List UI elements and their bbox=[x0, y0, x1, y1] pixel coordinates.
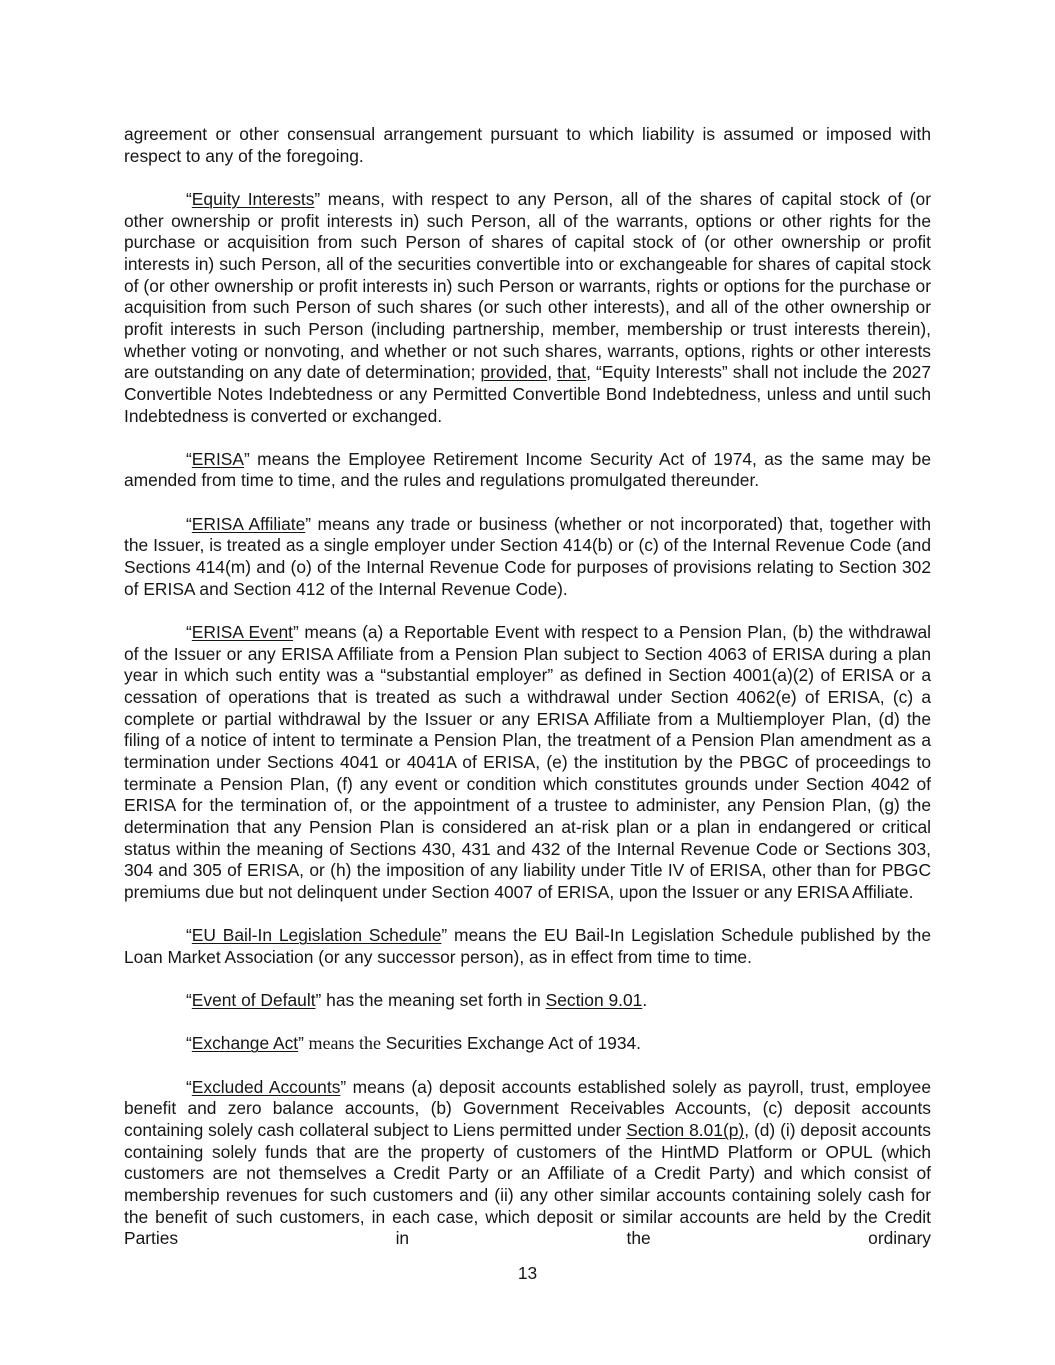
definition-event-of-default bbox=[124, 990, 931, 1012]
document-body bbox=[124, 124, 931, 1250]
defined-term: ERISA bbox=[191, 448, 244, 469]
page-number: 13 bbox=[517, 1263, 538, 1283]
defined-term: ERISA Affiliate bbox=[191, 513, 306, 534]
definition-text: ” has the meaning set forth in bbox=[315, 990, 546, 1011]
definition-eu-bail-in-legislation-schedule bbox=[124, 925, 931, 968]
close-quote: ” bbox=[298, 1033, 304, 1054]
open-quote: “ bbox=[186, 925, 192, 946]
definition-text: Securities Exchange Act of 1934. bbox=[380, 1033, 641, 1054]
definition-text: ” means the EU Bail-In Legislation Schedule published by the Loan Market Association (or any successor person), as in effect from time to time. bbox=[124, 925, 931, 967]
definition-text: ” means (a) deposit accounts established solely as payroll, trust, employee benefit and zero balance accounts, (b) Government Receivables Accounts, (c) deposit accounts containing solely cash collateral subject to Liens permitted under bbox=[124, 1076, 931, 1141]
definition-text: , (d) (i) deposit accounts containing solely funds that are the property of customers of the HintMD Platform or OPUL (which customers are not themselves a Credit Party or an Affiliate of a Credit Party) and which consist of membership revenues for such customers and (ii) any other similar accounts containing solely cash for the benefit of such customers, in each case, which deposit or similar accounts are held by the Credit Parties in the ordinary bbox=[124, 1120, 931, 1249]
definition-erisa-event bbox=[124, 622, 931, 904]
definition-text: , “Equity Interests” shall not include the 2027 Convertible Notes Indebtedness or any Permitted Convertible Bond Indebtedness, unless and until such Indebtedness is converted or exchanged. bbox=[124, 362, 931, 426]
proviso-separator: , bbox=[547, 362, 558, 383]
defined-term: Exchange Act bbox=[191, 1033, 299, 1054]
defined-term: Event of Default bbox=[191, 990, 316, 1011]
open-quote: “ bbox=[186, 622, 192, 643]
defined-term: ERISA Event bbox=[191, 622, 294, 643]
proviso-term: provided bbox=[480, 362, 548, 383]
section-reference: Section 8.01(p) bbox=[626, 1120, 745, 1141]
definition-equity-interests bbox=[124, 189, 931, 427]
section-reference: Section 9.01 bbox=[545, 990, 643, 1011]
open-quote: “ bbox=[186, 1076, 192, 1097]
definition-exchange-act bbox=[124, 1033, 931, 1055]
definition-text: ” means the Employee Retirement Income Security Act of 1974, as the same may be amended from time to time, and the rules and regulations promulgated thereunder. bbox=[124, 448, 931, 491]
defined-term: EU Bail-In Legislation Schedule bbox=[191, 925, 442, 946]
definition-text-serif: means the bbox=[303, 1033, 381, 1054]
open-quote: “ bbox=[186, 990, 192, 1011]
open-quote: “ bbox=[186, 188, 192, 209]
continuation-paragraph bbox=[124, 124, 931, 167]
continuation-text: agreement or other consensual arrangement pursuant to which liability is assumed or imposed with respect to any of the foregoing. bbox=[124, 124, 931, 166]
definition-excluded-accounts bbox=[124, 1077, 931, 1250]
open-quote: “ bbox=[186, 448, 192, 469]
definition-text: ” means any trade or business (whether or not incorporated) that, together with the Issuer, is treated as a single employer under Section 414(b) or (c) of the Internal Revenue Code (and Sections 414(m) and (o) of the Internal Revenue Code for purposes of provisions relating to Section 302 of ERISA and Section 412 of the Internal Revenue Code). bbox=[124, 513, 931, 599]
open-quote: “ bbox=[186, 1033, 192, 1054]
definition-text: ” means, with respect to any Person, all of the shares of capital stock of (or other ownership or profit interests in) such Person, all of the warrants, options or other rights for the purchase or acquisition from such Person of shares of capital stock of (or other ownership or profit interests in) such Person, all of the securities convertible into or exchangeable for shares of capital stock of (or other ownership or profit interests in) such Person or warrants, rights or options for the purchase or acquisition from such Person of such shares (or such other interests), and all of the other ownership or profit interests in such Person (including partnership, member, membership or trust interests therein), whether voting or nonvoting, and whether or not such shares, warrants, options, rights or other interests are outstanding on any date of determination; bbox=[124, 188, 931, 383]
proviso-term: that bbox=[557, 362, 587, 383]
definition-erisa bbox=[124, 449, 931, 492]
definition-text: ” means (a) a Reportable Event with respect to a Pension Plan, (b) the withdrawal of the Issuer or any ERISA Affiliate from a Pension Plan subject to Section 4063 of ERISA during a plan year in which such entity was a “substantial employer” as defined in Section 4001(a)(2) of ERISA or a cessation of operations that is treated as such a withdrawal under Section 4062(e) of ERISA, (c) a complete or partial withdrawal by the Issuer or any ERISA Affiliate from a Multiemployer Plan, (d) the filing of a notice of intent to terminate a Pension Plan, the treatment of a Pension Plan amendment as a termination under Sections 4041 or 4041A of ERISA, (e) the institution by the PBGC of proceedings to terminate a Pension Plan, (f) any event or condition which constitutes grounds under Section 4042 of ERISA for the termination of, or the appointment of a trustee to administer, any Pension Plan, (g) the determination that any Pension Plan is considered an at-risk plan or a plan in endangered or critical status within the meaning of Sections 430, 431 and 432 of the Internal Revenue Code or Sections 303, 304 and 305 of ERISA, or (h) the imposition of any liability under Title IV of ERISA, other than for PBGC premiums due but not delinquent under Section 4007 of ERISA, upon the Issuer or any ERISA Affiliate. bbox=[124, 622, 932, 902]
open-quote: “ bbox=[186, 513, 192, 534]
defined-term: Excluded Accounts bbox=[191, 1076, 341, 1097]
defined-term: Equity Interests bbox=[191, 188, 315, 209]
definition-text: . bbox=[642, 990, 648, 1011]
definition-erisa-affiliate bbox=[124, 514, 931, 601]
